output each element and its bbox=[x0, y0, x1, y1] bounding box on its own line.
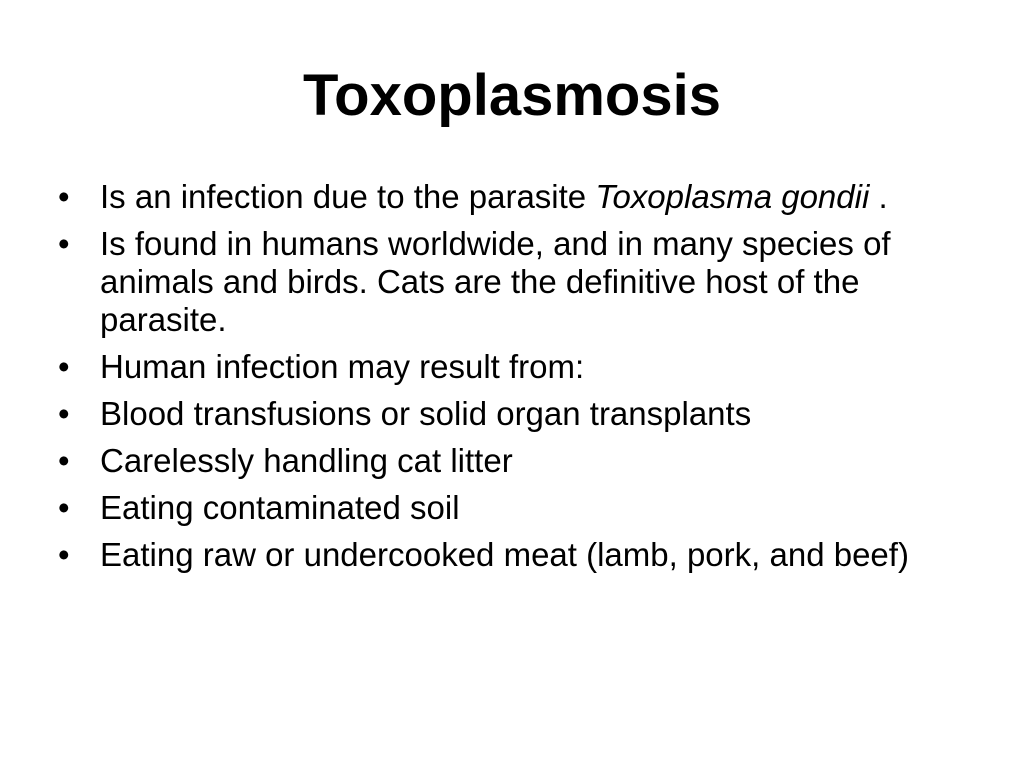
bullet-text-segment: Is an infection due to the parasite bbox=[100, 178, 596, 215]
bullet-icon bbox=[58, 536, 100, 574]
bullet-text: Is found in humans worldwide, and in many species of animals and birds. Cats are the definitive host of the parasite. bbox=[100, 225, 891, 338]
bullet-text: Eating raw or undercooked meat (lamb, pork, and beef) bbox=[100, 536, 909, 573]
bullet-item bbox=[58, 536, 938, 574]
bullet-icon bbox=[58, 442, 100, 480]
bullet-text: Blood transfusions or solid organ transplants bbox=[100, 395, 752, 432]
bullet-text-segment: . bbox=[869, 178, 888, 215]
bullet-icon bbox=[58, 348, 100, 386]
bullet-item bbox=[58, 395, 938, 433]
bullet-icon bbox=[58, 395, 100, 433]
bullet-text: Human infection may result from: bbox=[100, 348, 585, 385]
bullet-item bbox=[58, 348, 938, 386]
bullet-icon bbox=[58, 489, 100, 527]
bullet-text-italic-segment: Toxoplasma gondii bbox=[595, 178, 870, 215]
bullet-item bbox=[58, 178, 938, 216]
bullet-list bbox=[58, 178, 938, 583]
bullet-item bbox=[58, 442, 938, 480]
bullet-icon bbox=[58, 225, 100, 263]
bullet-item bbox=[58, 225, 938, 339]
bullet-item bbox=[58, 489, 938, 527]
bullet-icon bbox=[58, 178, 100, 216]
slide-title: Toxoplasmosis bbox=[303, 63, 721, 128]
bullet-text bbox=[100, 178, 888, 215]
bullet-text: Eating contaminated soil bbox=[100, 489, 460, 526]
bullet-text: Carelessly handling cat litter bbox=[100, 442, 513, 479]
